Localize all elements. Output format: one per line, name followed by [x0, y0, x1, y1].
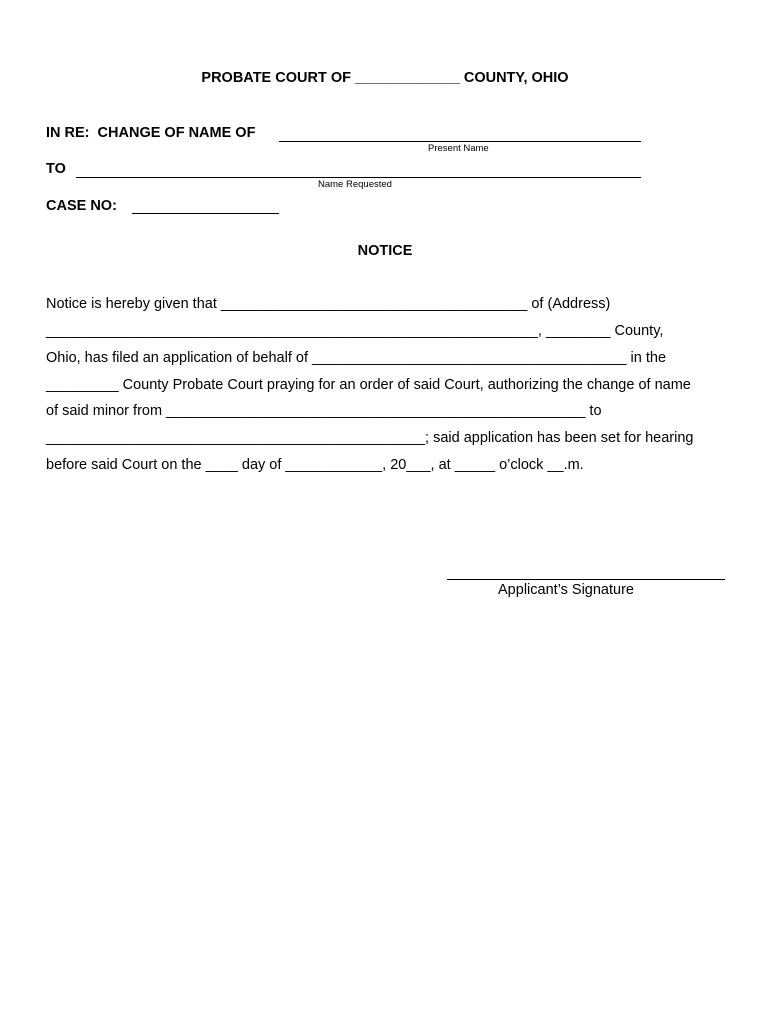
notice-line-2: _____________________________________________________________, ________ County, [46, 323, 664, 339]
notice-line-4: _________ County Probate Court praying for an order of said Court, authorizing the change of name [46, 377, 691, 393]
in-re-label: IN RE: CHANGE OF NAME OF [46, 125, 256, 141]
present-name-line[interactable] [279, 141, 641, 142]
present-name-caption: Present Name [428, 143, 489, 154]
to-label: TO [46, 161, 66, 177]
court-title: PROBATE COURT OF _____________ COUNTY, OHIO [201, 70, 569, 86]
name-requested-line[interactable] [76, 177, 641, 178]
name-requested-caption: Name Requested [318, 179, 392, 190]
notice-heading: NOTICE [357, 243, 413, 259]
notice-line-6: _______________________________________________; said application has been set for hearing [46, 430, 694, 446]
notice-line-1: Notice is hereby given that ______________________________________ of (Address) [46, 296, 611, 312]
notice-line-5: of said minor from ____________________________________________________ to [46, 403, 602, 419]
signature-line[interactable] [447, 579, 725, 580]
case-no-label: CASE NO: [46, 198, 117, 214]
notice-line-3: Ohio, has filed an application of behalf of _______________________________________ in the [46, 350, 667, 366]
notice-line-7: before said Court on the ____ day of ____________, 20___, at _____ o’clock __.m. [46, 457, 584, 473]
case-no-line[interactable] [132, 213, 279, 214]
signature-label: Applicant’s Signature [498, 582, 634, 598]
